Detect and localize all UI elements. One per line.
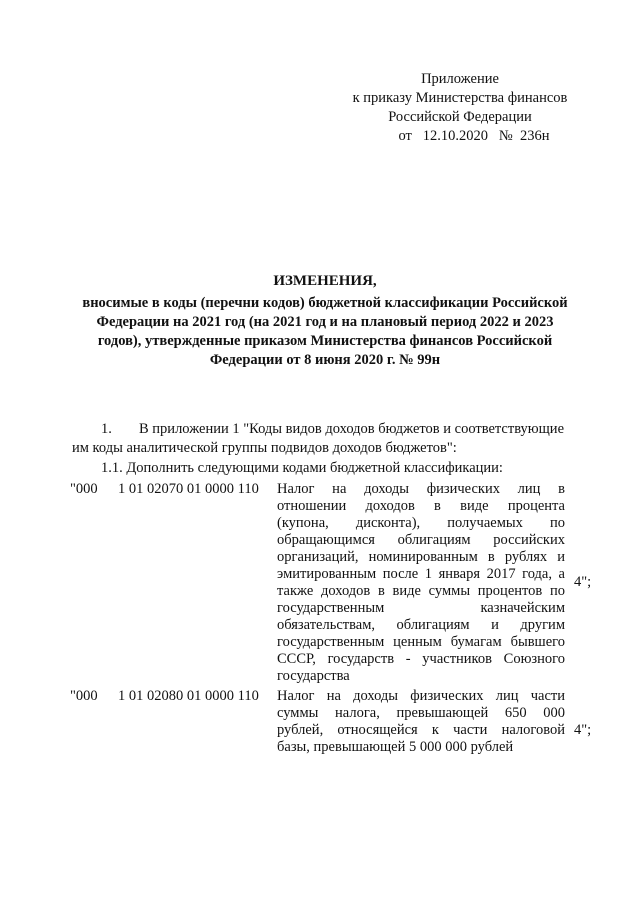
description-line: государственным ценным бумагам бывшего	[277, 634, 565, 650]
description-line: обязательствам, облигациям и другим	[277, 617, 565, 633]
budget-code: 1 01 02080 01 0000 110	[118, 688, 259, 704]
appendix-header	[330, 70, 590, 146]
title-subtitle	[60, 294, 590, 370]
appendix-title: Приложение	[421, 71, 499, 87]
appendix-country: Российской Федерации	[388, 109, 532, 125]
code-description	[277, 688, 565, 756]
description-line: организаций, номинированным в рублях и	[277, 549, 565, 565]
title-line: вносимые в коды (перечни кодов) бюджетной классификации Российской	[82, 295, 568, 311]
appendix-order-ref: к приказу Министерства финансов	[352, 90, 568, 106]
description-line: СССР, государств - участников Союзного	[277, 651, 565, 667]
paragraph-text: им коды аналитической группы подвидов доходов бюджетов":	[72, 440, 457, 456]
description-line: отношении доходов в виде процента	[277, 498, 565, 514]
order-date: 12.10.2020	[422, 128, 489, 144]
admin-code: "000	[70, 481, 98, 497]
group-code: 4";	[574, 574, 592, 590]
title-line: годов), утвержденные приказом Министерства финансов Российской	[97, 333, 553, 349]
description-line: Налог на доходы физических лиц части	[277, 688, 565, 704]
paragraph-1	[72, 420, 592, 458]
title-line: Федерации от 8 июня 2020 г. № 99н	[209, 352, 441, 368]
description-line: эмитированным после 1 января 2017 года, а	[277, 566, 565, 582]
admin-code: "000	[70, 688, 98, 704]
description-line: суммы налога, превышающей 650 000	[277, 705, 565, 721]
description-line: (купона, дисконта), получаемых по	[277, 515, 565, 531]
number-sign: №	[498, 128, 513, 144]
title-heading: ИЗМЕНЕНИЯ,	[273, 273, 377, 289]
appendix-date-line	[330, 127, 590, 146]
order-number: 236н	[519, 128, 550, 144]
group-code: 4";	[574, 722, 592, 738]
paragraph-number: 1.	[101, 421, 112, 437]
description-line: рублей, относящейся к части налоговой	[277, 722, 565, 738]
description-line: также доходов в виде суммы процентов по	[277, 583, 565, 599]
code-description	[277, 481, 565, 685]
budget-code: 1 01 02070 01 0000 110	[118, 481, 259, 497]
description-line: обращающимся облигациям российских	[277, 532, 565, 548]
description-line: государства	[277, 668, 350, 684]
date-prefix: от	[398, 128, 412, 144]
paragraph-text: 1.1. Дополнить следующими кодами бюджетной классификации:	[101, 460, 503, 476]
title-line: Федерации на 2021 год (на 2021 год и на плановый период 2022 и 2023	[96, 314, 554, 330]
description-line: базы, превышающей 5 000 000 рублей	[277, 739, 514, 755]
description-line: государственным казначейским	[277, 600, 565, 616]
paragraph-text: В приложении 1 "Коды видов доходов бюджетов и соответствующие	[139, 421, 565, 437]
description-line: Налог на доходы физических лиц в	[277, 481, 565, 497]
paragraph-1-1	[72, 459, 592, 478]
document-title	[60, 272, 590, 370]
